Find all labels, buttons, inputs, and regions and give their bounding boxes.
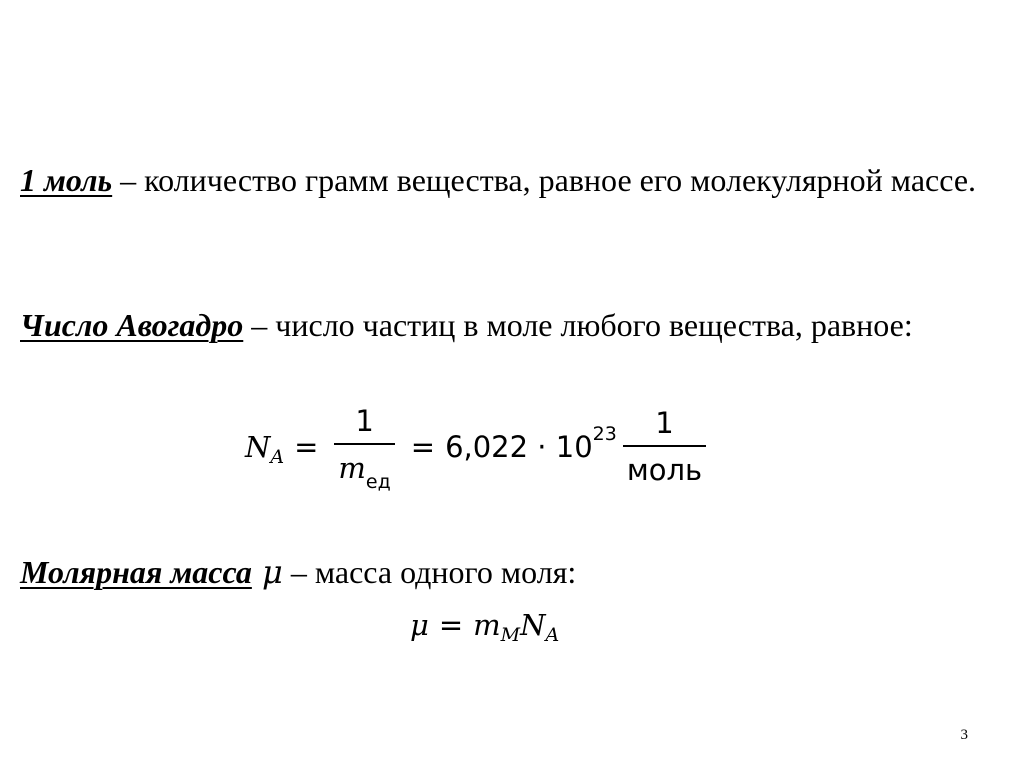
fraction-one-over-mole xyxy=(623,403,706,491)
unit-mass-subscript: ед xyxy=(365,471,391,493)
molar-mass-symbol: μ xyxy=(251,553,283,591)
fraction-one-over-unit-mass xyxy=(334,401,394,493)
avogadro-definition xyxy=(20,303,994,347)
mu-symbol: μ xyxy=(410,608,429,642)
fraction2-denominator: моль xyxy=(626,453,703,487)
molar-mass-term: Молярная масса xyxy=(20,554,252,590)
fraction-numerator: 1 xyxy=(355,404,374,438)
mole-definition xyxy=(20,158,994,202)
molecule-mass-symbol: m xyxy=(473,608,501,642)
avogadro-subscript: A xyxy=(545,624,560,646)
avogadro-formula xyxy=(245,392,712,502)
formula-lhs-symbol: N xyxy=(245,430,271,464)
equals-sign-2: = xyxy=(410,430,436,464)
avogadro-definition-text: – число частиц в моле любого вещества, равное: xyxy=(243,307,913,343)
molecule-mass-subscript: M xyxy=(500,624,521,646)
fraction2-numerator: 1 xyxy=(655,406,674,440)
formula-lhs-subscript: A xyxy=(270,446,285,468)
equals-sign-3: = xyxy=(438,608,464,642)
mole-term: 1 моль xyxy=(20,162,113,198)
avogadro-symbol: N xyxy=(520,608,546,642)
avogadro-coefficient: 6,022 · 10 xyxy=(445,430,593,464)
fraction-denominator xyxy=(334,445,394,493)
mole-definition-text: – количество грамм вещества, равное его молекулярной массе. xyxy=(112,162,977,198)
avogadro-term: Число Авогадро xyxy=(20,307,244,343)
molar-mass-definition-text: – масса одного моля: xyxy=(282,554,577,590)
equals-sign: = xyxy=(294,430,319,464)
avogadro-exponent: 23 xyxy=(592,423,617,445)
page-number: 3 xyxy=(960,727,968,743)
molar-mass-definition xyxy=(20,550,994,594)
unit-mass-symbol: m xyxy=(338,451,366,485)
molar-mass-formula xyxy=(410,600,559,650)
